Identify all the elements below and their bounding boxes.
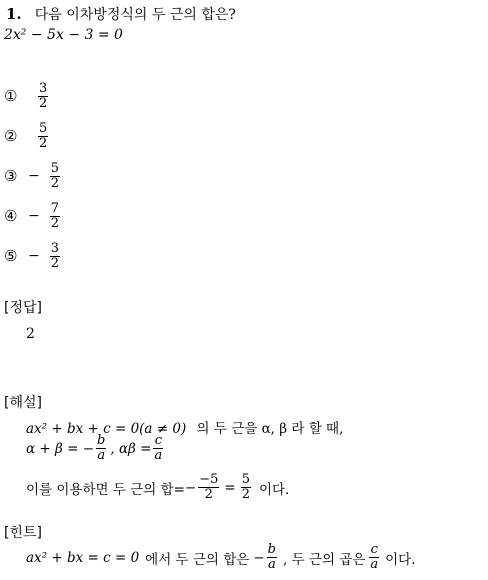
- denominator: 2: [50, 175, 60, 191]
- numerator: 3: [39, 80, 48, 96]
- fraction-b-over-a: [96, 434, 106, 463]
- option-fraction: [38, 82, 48, 111]
- fraction-5-over-2: [241, 473, 251, 502]
- question-text: 다음 이차방정식의 두 근의 합은?: [34, 7, 236, 23]
- explanation-end-3: 이다.: [258, 481, 290, 498]
- denominator: a: [97, 448, 106, 463]
- option-fraction: [50, 202, 60, 231]
- option-3[interactable]: [4, 156, 62, 196]
- numerator: c: [370, 542, 378, 557]
- numerator: 3: [50, 240, 60, 256]
- option-5[interactable]: [4, 236, 62, 276]
- equals-sign: =: [224, 479, 236, 496]
- fraction-c-over-a: [153, 434, 163, 463]
- question-number: 1.: [6, 5, 22, 23]
- numerator: c: [154, 433, 162, 448]
- denominator: 2: [241, 487, 250, 502]
- hint-heading: [힌트]: [4, 525, 42, 541]
- sum-formula-lhs: α + β = −: [26, 440, 95, 457]
- numerator: −5: [199, 472, 219, 487]
- explanation-math-1: ax² + bx + c = 0(a ≠ 0): [26, 421, 187, 437]
- explanation-text-1: 의 두 근을 α, β 라 할 때,: [196, 421, 344, 437]
- option-fraction: [38, 122, 48, 151]
- answer-value: 2: [26, 326, 35, 342]
- denominator: a: [154, 448, 163, 463]
- option-1[interactable]: [4, 76, 62, 116]
- explanation-line-3: [26, 473, 289, 502]
- option-marker: ④: [4, 207, 18, 225]
- option-2[interactable]: [4, 116, 62, 156]
- question-header: [6, 4, 236, 24]
- options-list: [4, 76, 62, 276]
- option-sign: −: [28, 248, 40, 264]
- option-marker: ①: [4, 87, 18, 105]
- denominator: 2: [204, 487, 213, 502]
- option-marker: ③: [4, 167, 18, 185]
- denominator: 2: [39, 135, 48, 151]
- numerator: 5: [50, 160, 60, 176]
- minus-sign: −: [253, 549, 265, 566]
- option-4[interactable]: [4, 196, 62, 236]
- denominator: 2: [50, 215, 60, 231]
- denominator: a: [267, 557, 276, 572]
- question-equation: 2x² − 5x − 3 = 0: [4, 27, 123, 43]
- hint-line: [26, 543, 416, 572]
- minus-sign: −: [184, 479, 197, 496]
- product-formula-lhs: , αβ =: [110, 440, 152, 457]
- option-fraction: [50, 162, 60, 191]
- numerator: 7: [50, 200, 60, 216]
- numerator: b: [267, 542, 276, 557]
- hint-fraction-b-over-a: [267, 543, 277, 572]
- numerator: 5: [39, 120, 48, 136]
- numerator: b: [97, 433, 106, 448]
- denominator: 2: [39, 95, 48, 111]
- answer-heading: [정답]: [4, 300, 42, 316]
- option-fraction: [50, 242, 60, 271]
- explanation-line-2: [26, 434, 165, 463]
- numerator: 5: [241, 472, 250, 487]
- denominator: 2: [50, 255, 60, 271]
- explanation-heading: [해설]: [4, 395, 42, 411]
- option-sign: −: [28, 168, 40, 184]
- hint-end: 이다.: [385, 551, 416, 568]
- hint-math: ax² + bx = c = 0: [26, 549, 140, 566]
- option-marker: ⑤: [4, 247, 18, 265]
- hint-fraction-c-over-a: [369, 543, 379, 572]
- fraction-minus5-over-2: [198, 473, 219, 502]
- denominator: a: [370, 557, 379, 572]
- hint-text-1: 에서 두 근의 합은: [145, 551, 250, 568]
- option-sign: −: [28, 208, 40, 224]
- hint-text-2: , 두 근의 곱은: [282, 551, 366, 568]
- option-marker: ②: [4, 127, 18, 145]
- explanation-text-3: 이를 이용하면 두 근의 합=: [26, 481, 185, 498]
